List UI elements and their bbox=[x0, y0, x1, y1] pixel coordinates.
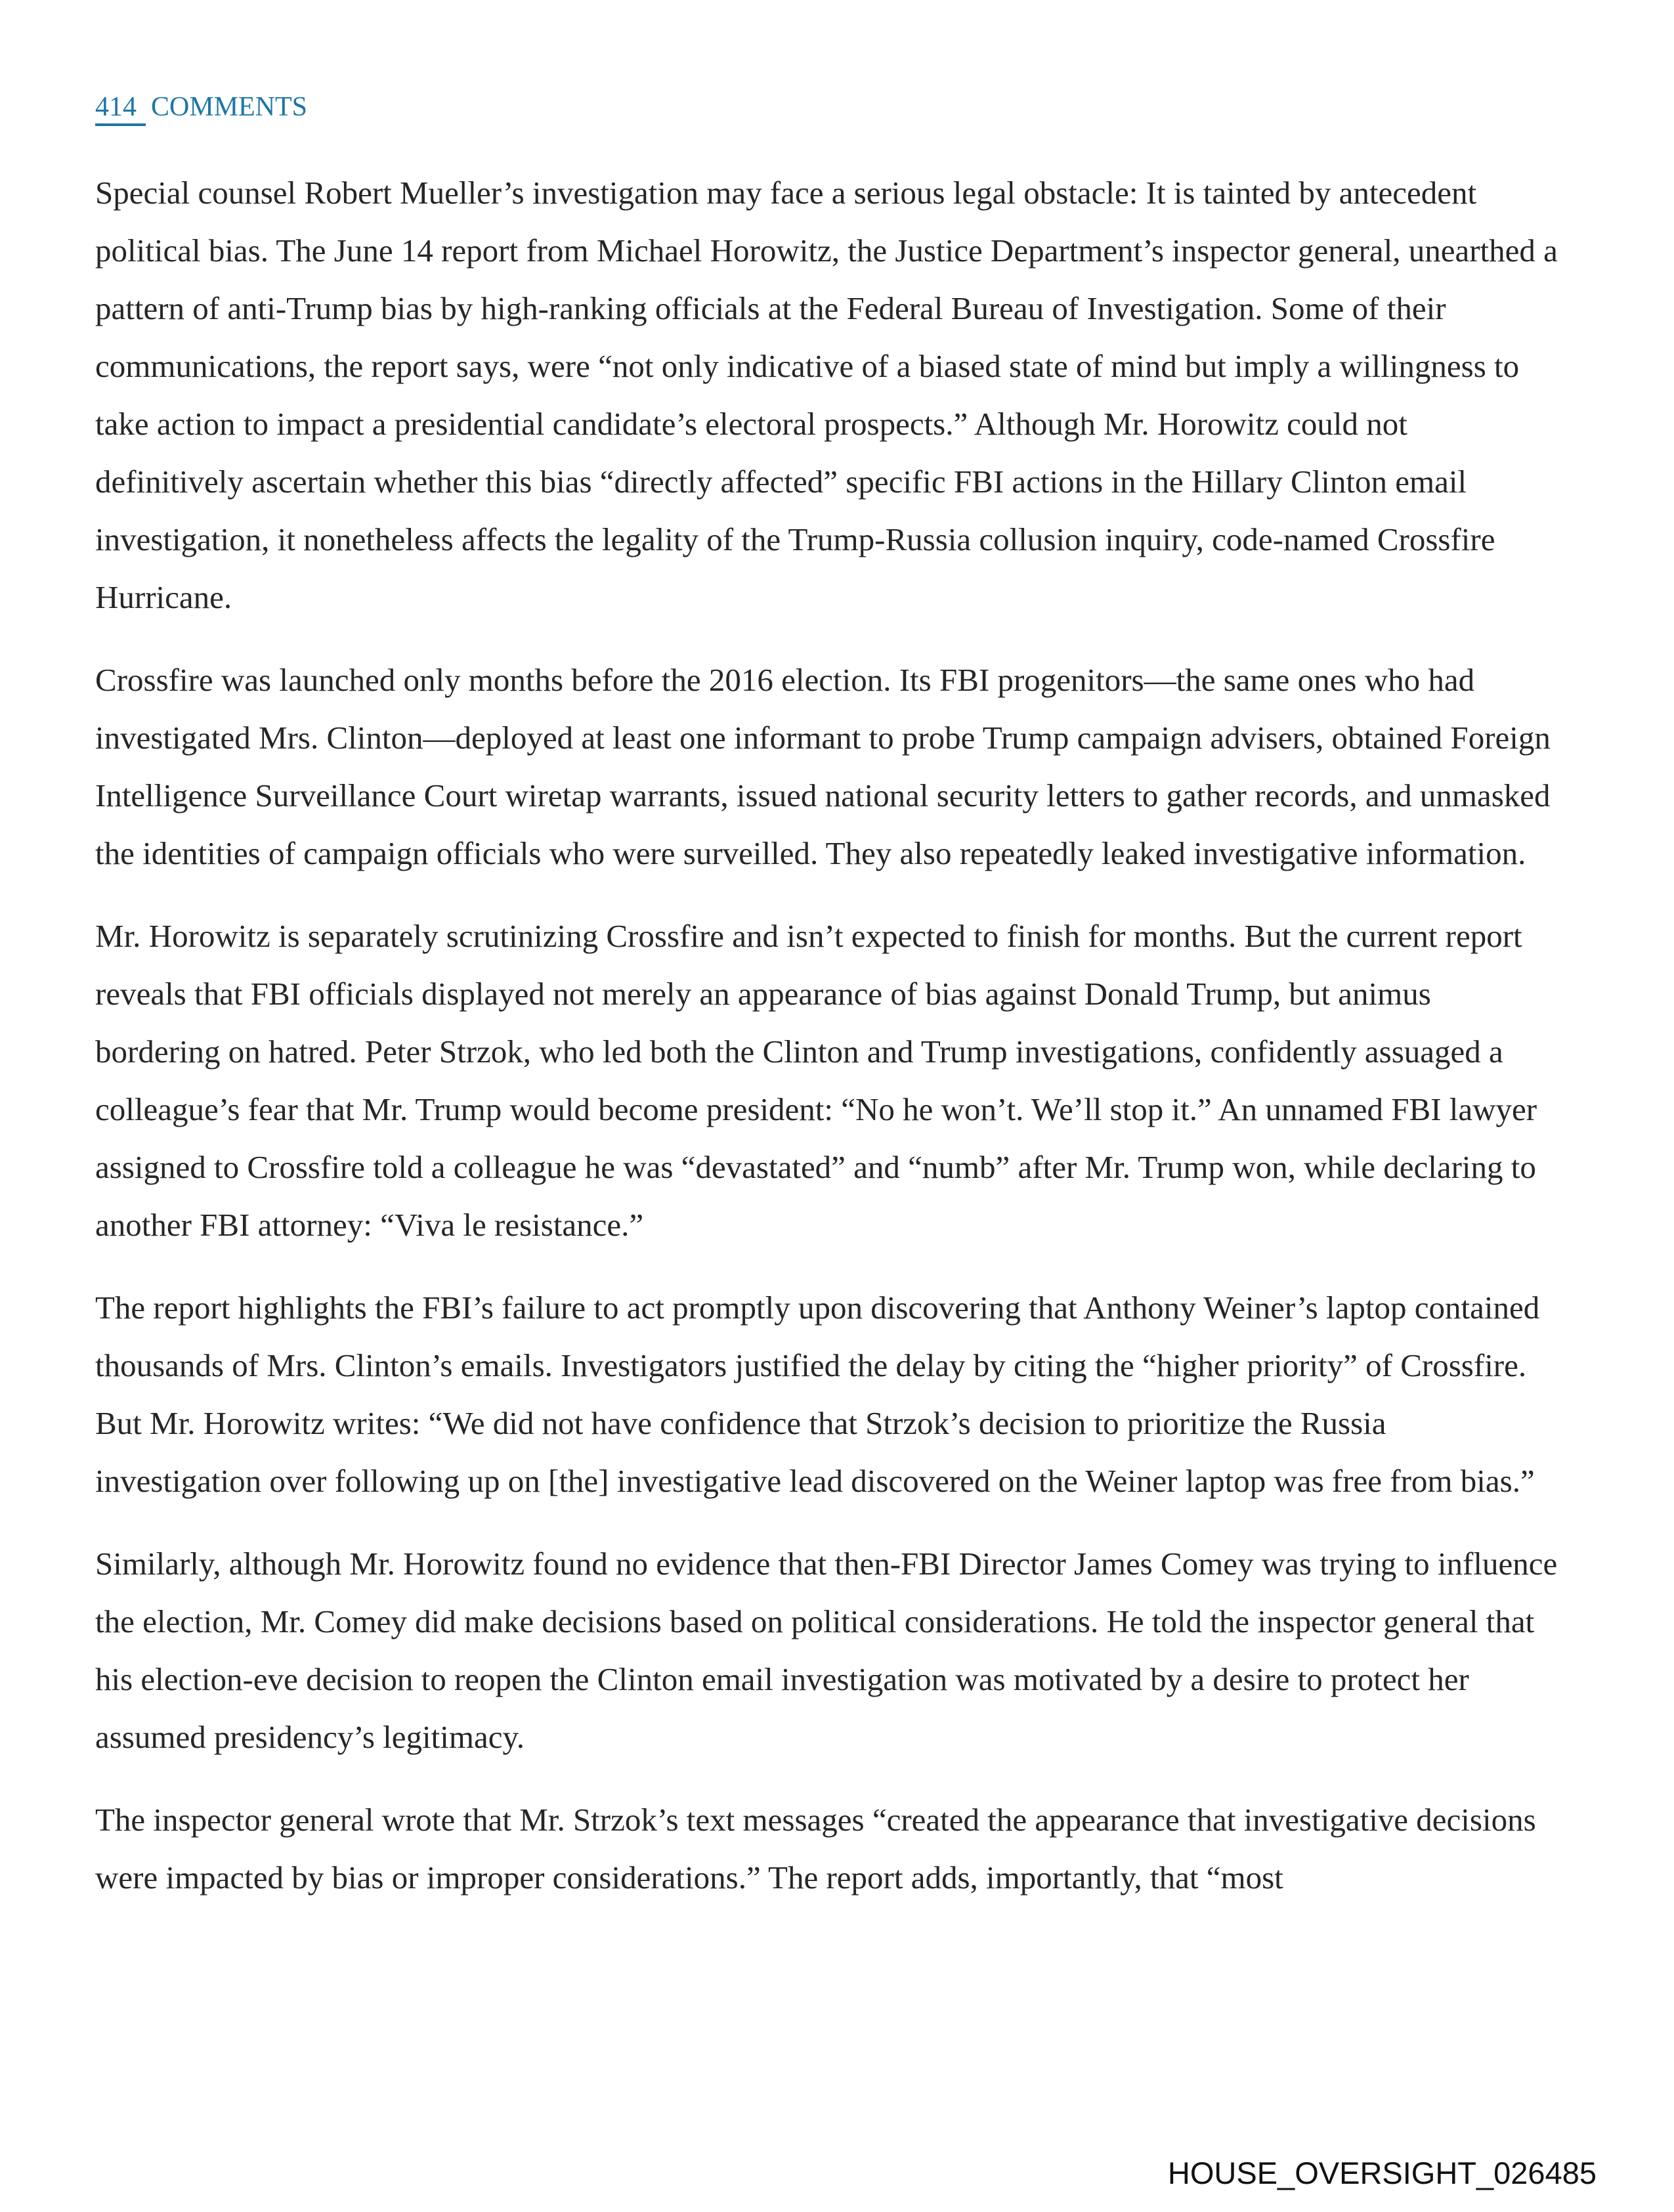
comments-label: COMMENTS bbox=[151, 92, 308, 122]
comments-count: 414 bbox=[95, 92, 146, 126]
article-paragraph: Similarly, although Mr. Horowitz found no evidence that then-FBI Director James Comey was trying to influence the election, Mr. Comey did make decisions based on political considerations. He told the inspector general that his election-eve decision to reopen the Clinton email investigation was motivated by a desire to protect her assumed presidency’s legitimacy. bbox=[95, 1546, 1558, 1755]
article-body bbox=[95, 164, 1559, 1907]
article-paragraph: The inspector general wrote that Mr. Strzok’s text messages “created the appearance that investigative decisions were impacted by bias or improper considerations.” The report adds, importantly, that “most bbox=[95, 1802, 1536, 1896]
comments-link[interactable] bbox=[95, 91, 307, 123]
article-paragraph: Mr. Horowitz is separately scrutinizing Crossfire and isn’t expected to finish for months. But the current report reveals that FBI officials displayed not merely an appearance of bias against Donald Trump, but animus bordering on hatred. Peter Strzok, who led both the Clinton and Trump investigations, confidently assuaged a colleague’s fear that Mr. Trump would become president: “No he won’t. We’ll stop it.” An unnamed FBI lawyer assigned to Crossfire told a colleague he was “devastated” and “numb” after Mr. Trump won, while declaring to another FBI attorney: “Viva le resistance.” bbox=[95, 918, 1537, 1243]
article-paragraph: Special counsel Robert Mueller’s investigation may face a serious legal obstacle: It is tainted by antecedent political bias. The June 14 report from Michael Horowitz, the Justice Department’s inspector general, unearthed a pattern of anti-Trump bias by high-ranking officials at the Federal Bureau of Investigation. Some of their communications, the report says, were “not only indicative of a biased state of mind but imply a willingness to take action to impact a presidential candidate’s electoral prospects.” Although Mr. Horowitz could not definitively ascertain whether this bias “directly affected” specific FBI actions in the Hillary Clinton email investigation, it nonetheless affects the legality of the Trump-Russia collusion inquiry, code-named Crossfire Hurricane. bbox=[95, 175, 1558, 615]
article-paragraph: Crossfire was launched only months before the 2016 election. Its FBI progenitors—the same ones who had investigated Mrs. Clinton—deployed at least one informant to probe Trump campaign advisers, obtained Foreign Intelligence Surveillance Court wiretap warrants, issued national security letters to gather records, and unmasked the identities of campaign officials who were surveilled. They also repeatedly leaked investigative information. bbox=[95, 662, 1551, 871]
bates-stamp: HOUSE_OVERSIGHT_026485 bbox=[1167, 2156, 1597, 2190]
article-paragraph: The report highlights the FBI’s failure to act promptly upon discovering that Anthony Weiner’s laptop contained thousands of Mrs. Clinton’s emails. Investigators justified the delay by citing the “higher priority” of Crossfire. But Mr. Horowitz writes: “We did not have confidence that Strzok’s decision to prioritize the Russia investigation over following up on [the] investigative lead discovered on the Weiner laptop was free from bias.” bbox=[95, 1290, 1540, 1499]
